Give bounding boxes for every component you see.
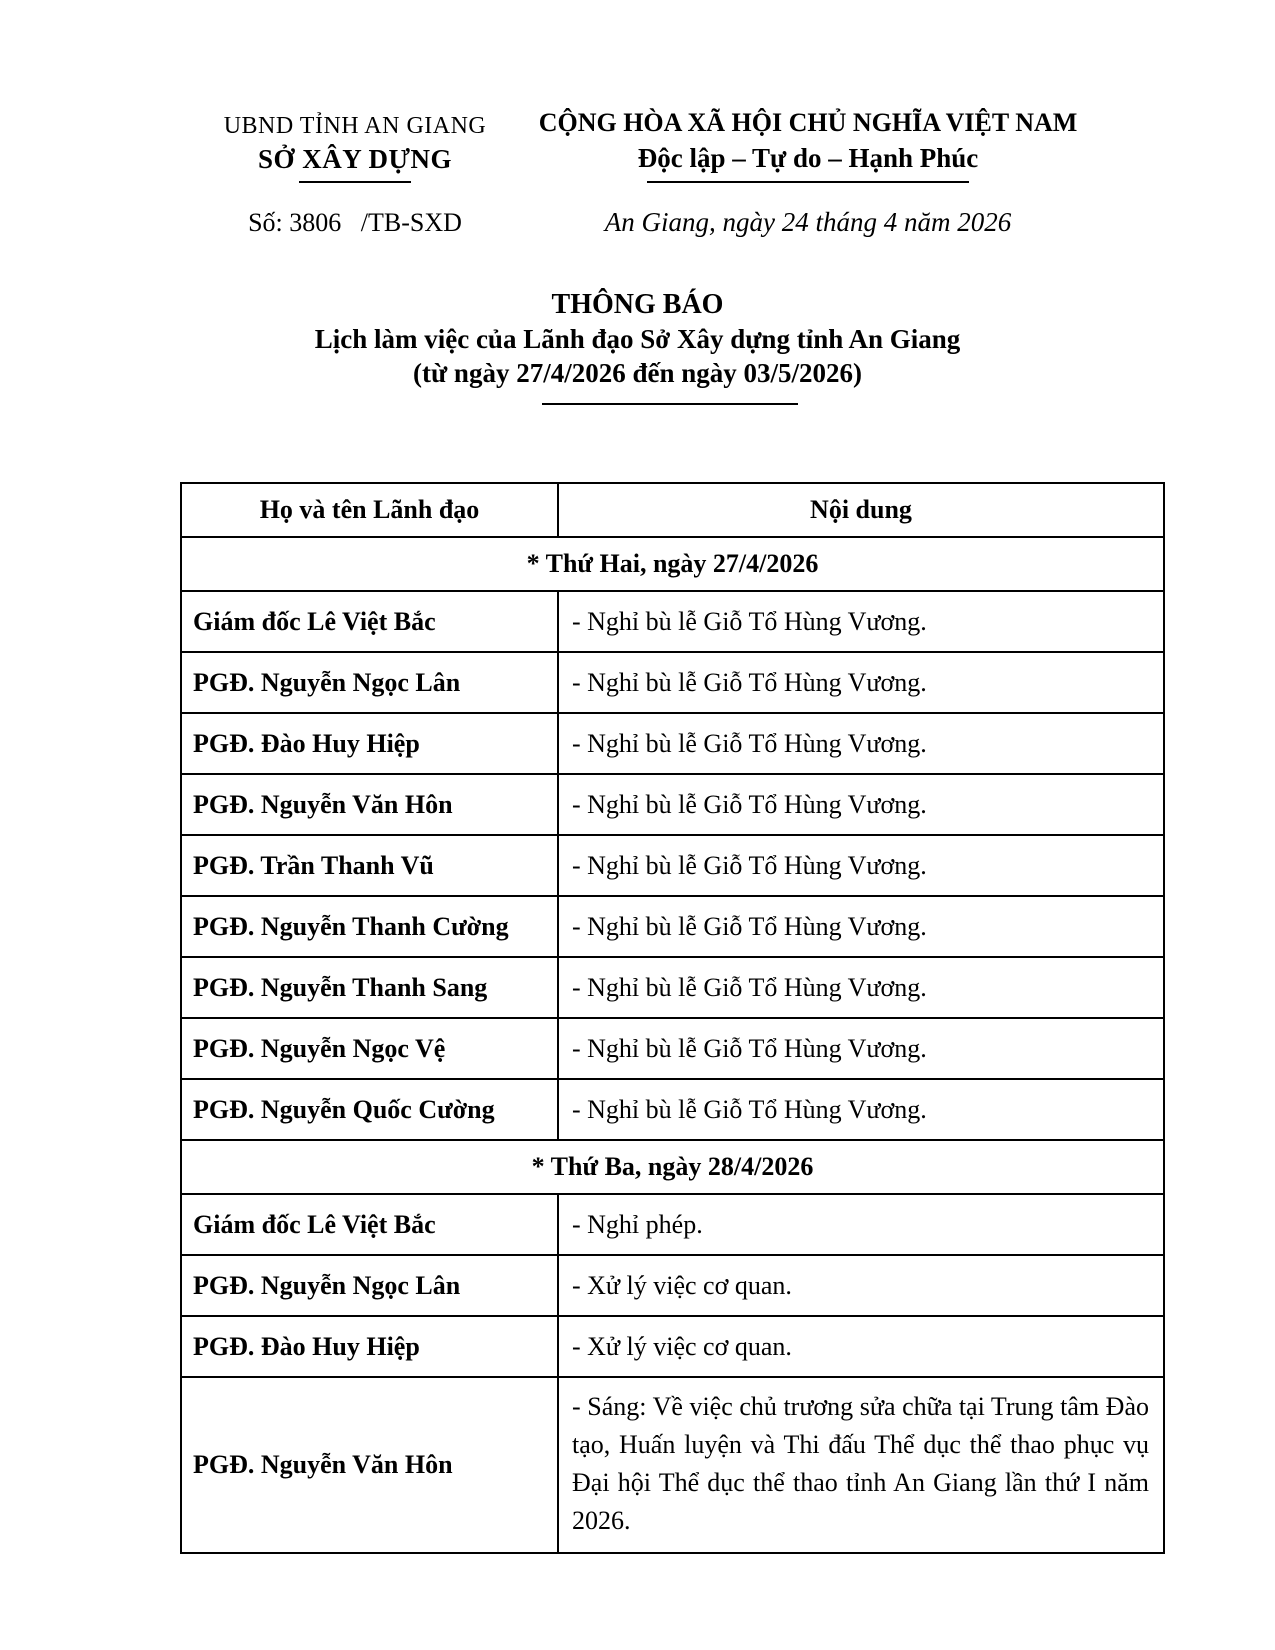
content-cell: - Xử lý việc cơ quan. — [558, 1316, 1164, 1377]
national-title: CỘNG HÒA XÃ HỘI CHỦ NGHĨA VIỆT NAM — [538, 108, 1078, 137]
leader-name-cell: PGĐ. Nguyễn Ngọc Lân — [181, 652, 558, 713]
table-row — [181, 1018, 1164, 1079]
national-motto: Độc lập – Tự do – Hạnh Phúc — [637, 143, 979, 173]
leader-name-cell: PGĐ. Trần Thanh Vũ — [181, 835, 558, 896]
document-title: THÔNG BÁO — [551, 289, 724, 320]
motto-underline — [647, 181, 969, 183]
leader-name-cell: PGĐ. Nguyễn Thanh Cường — [181, 896, 558, 957]
leader-name-cell: PGĐ. Nguyễn Ngọc Lân — [181, 1255, 558, 1316]
issuing-authority-parent: UBND TỈNH AN GIANG — [223, 113, 487, 139]
leader-name-cell: Giám đốc Lê Việt Bắc — [181, 591, 558, 652]
leader-name-cell: PGĐ. Nguyễn Văn Hôn — [181, 774, 558, 835]
place-and-date: An Giang, ngày 24 tháng 4 năm 2026 — [604, 207, 1012, 237]
content-cell: - Sáng: Về việc chủ trương sửa chữa tại Trung tâm Đào tạo, Huấn luyện và Thi đấu Thể dục thể thao phục vụ Đại hội Thể dục thể thao tỉnh An Giang lần thứ I năm 2026. — [558, 1377, 1164, 1553]
table-row — [181, 1194, 1164, 1255]
issuing-authority-name: SỞ XÂY DỰNG — [258, 144, 452, 174]
content-cell: - Nghỉ phép. — [558, 1194, 1164, 1255]
section-row — [181, 537, 1164, 591]
schedule-table — [180, 482, 1165, 1554]
table-row — [181, 591, 1164, 652]
content-cell: - Nghỉ bù lễ Giỗ Tổ Hùng Vương. — [558, 591, 1164, 652]
org-name-underline — [299, 181, 411, 183]
section-date-label: * Thứ Hai, ngày 27/4/2026 — [181, 537, 1164, 591]
table-row — [181, 1079, 1164, 1140]
leader-name-cell: PGĐ. Nguyễn Thanh Sang — [181, 957, 558, 1018]
leader-name-cell: PGĐ. Nguyễn Quốc Cường — [181, 1079, 558, 1140]
table-row — [181, 957, 1164, 1018]
document-date-range: (từ ngày 27/4/2026 đến ngày 03/5/2026) — [413, 358, 862, 388]
content-cell: - Nghỉ bù lễ Giỗ Tổ Hùng Vương. — [558, 1079, 1164, 1140]
title-block — [0, 288, 1275, 405]
leader-name-cell: PGĐ. Đào Huy Hiệp — [181, 713, 558, 774]
column-header-content: Nội dung — [558, 483, 1164, 537]
content-cell: - Nghỉ bù lễ Giỗ Tổ Hùng Vương. — [558, 652, 1164, 713]
document-subtitle: Lịch làm việc của Lãnh đạo Sở Xây dựng tỉnh An Giang — [314, 324, 961, 354]
table-row — [181, 1255, 1164, 1316]
table-row — [181, 652, 1164, 713]
title-divider — [542, 403, 798, 405]
section-date-label: * Thứ Ba, ngày 28/4/2026 — [181, 1140, 1164, 1194]
content-cell: - Nghỉ bù lễ Giỗ Tổ Hùng Vương. — [558, 774, 1164, 835]
header-right-block — [532, 106, 1084, 238]
content-cell: - Nghỉ bù lễ Giỗ Tổ Hùng Vương. — [558, 1018, 1164, 1079]
table-row — [181, 835, 1164, 896]
content-cell: - Xử lý việc cơ quan. — [558, 1255, 1164, 1316]
leader-name-cell: PGĐ. Đào Huy Hiệp — [181, 1316, 558, 1377]
table-row — [181, 1377, 1164, 1553]
table-header-row — [181, 483, 1164, 537]
table-row — [181, 896, 1164, 957]
table-row — [181, 713, 1164, 774]
content-cell: - Nghỉ bù lễ Giỗ Tổ Hùng Vương. — [558, 896, 1164, 957]
leader-name-cell: PGĐ. Nguyễn Ngọc Vệ — [181, 1018, 558, 1079]
leader-name-cell: Giám đốc Lê Việt Bắc — [181, 1194, 558, 1255]
column-header-name: Họ và tên Lãnh đạo — [181, 483, 558, 537]
section-row — [181, 1140, 1164, 1194]
header-left-block — [178, 110, 532, 238]
table-row — [181, 1316, 1164, 1377]
leader-name-cell: PGĐ. Nguyễn Văn Hôn — [181, 1377, 558, 1553]
content-cell: - Nghỉ bù lễ Giỗ Tổ Hùng Vương. — [558, 713, 1164, 774]
document-number: Số: 3806 /TB-SXD — [248, 208, 462, 237]
content-cell: - Nghỉ bù lễ Giỗ Tổ Hùng Vương. — [558, 835, 1164, 896]
content-cell: - Nghỉ bù lễ Giỗ Tổ Hùng Vương. — [558, 957, 1164, 1018]
table-row — [181, 774, 1164, 835]
